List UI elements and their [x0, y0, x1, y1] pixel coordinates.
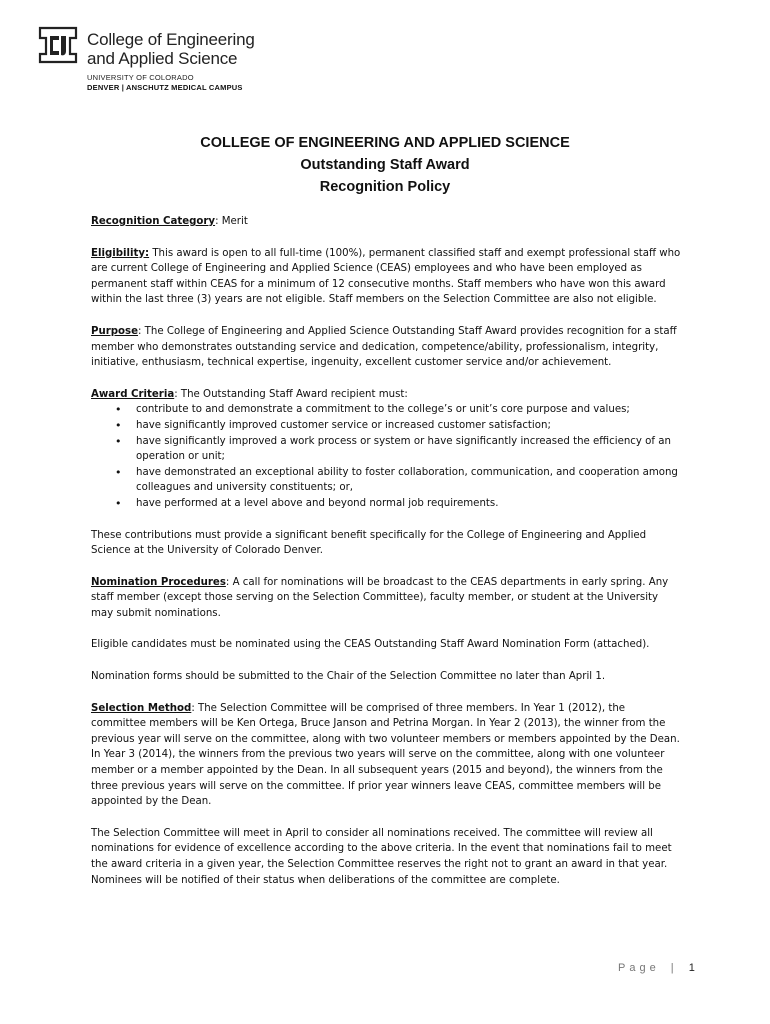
nomination-form-paragraph: Eligible candidates must be nominated using the CEAS Outstanding Staff Award Nomination Form (attached).: [91, 639, 650, 651]
contributions-paragraph: These contributions must provide a significant benefit specifically for the College of Engineering and Applied Science at the University of Colorado Denver.: [91, 529, 647, 557]
title-line-1: COLLEGE OF ENGINEERING AND APPLIED SCIENCE: [200, 135, 570, 151]
criteria-item: • contribute to and demonstrate a commitment to the college’s or unit’s core purpose and values;: [91, 402, 681, 418]
document-title: [0, 132, 770, 198]
criteria-item: • have performed at a level above and beyond normal job requirements.: [91, 496, 681, 512]
title-line-2: Outstanding Staff Award: [300, 157, 470, 173]
nomination-text: : A call for nominations will be broadcast to the CEAS departments in early spring. Any staff member (except those serving on the Selection Committee), faculty member, or student at the University may submit nominations.: [91, 576, 669, 619]
criteria-item: • have significantly improved a work process or system or have significantly increased the efficiency of an operation or unit;: [91, 434, 681, 465]
selection-meeting-paragraph: The Selection Committee will meet in April to consider all nominations received. The committee will review all nominations for evidence of excellence according to the above criteria. In the event that nominations fail to meet the award criteria in a given year, the Selection Committee reserves the right not to grant an award in that year. Nominees will be notified of their status when deliberations of the committee are complete.: [91, 827, 672, 886]
purpose-text: : The College of Engineering and Applied Science Outstanding Staff Award provides recognition for a staff member who demonstrates outstanding service and dedication, competence/ability, professionalism, integrity, initiative, enthusiasm, technical expertise, ingenuity, excellent customer service and/or achievement.: [91, 325, 677, 369]
page-footer: [618, 962, 695, 974]
campus-name: DENVER | ANSCHUTZ MEDICAL CAMPUS: [87, 83, 243, 92]
purpose-label: Purpose: [91, 325, 139, 337]
eligibility-text: This award is open to all full-time (100%), permanent classified staff and exempt professional staff who are current College of Engineering and Applied Science (CEAS) employees and who have been employed as permanent staff within CEAS for a minimum of 12 consecutive months. Staff members who have won this award within the last three (3) years are not eligible. Staff members on the Selection Committee are also not eligible.: [91, 247, 681, 306]
nomination-label: Nomination Procedures: [91, 576, 226, 588]
category-text: : Merit: [215, 216, 248, 227]
selection-text: : The Selection Committee will be comprised of three members. In Year 1 (2012), the committee members will be Ken Ortega, Bruce Janson and Petrina Morgan. In Year 2 (2013), the winner from the previous year will serve on the committee, along with two volunteer members or members appointed by the Dean. In Year 3 (2014), the winners from the previous two years will serve on the committee, along with one volunteer member or a member appointed by the Dean. In all subsequent years (2015 and beyond), the winners from the three previous years will serve on the committee. If prior year winners leave CEAS, committee members will be appointed by the Dean.: [91, 702, 680, 808]
criteria-text: : The Outstanding Staff Award recipient must:: [174, 388, 408, 400]
logo-title-line-1: College of Engineering: [87, 30, 255, 49]
recognition-category: [91, 214, 681, 230]
page-word: Page: [618, 962, 660, 974]
selection-label: Selection Method: [91, 702, 192, 714]
criteria-section: [91, 387, 681, 403]
criteria-item: • have significantly improved customer service or increased customer satisfaction;: [91, 418, 681, 434]
document-body: [91, 214, 681, 904]
purpose-section: [91, 324, 681, 371]
criteria-label: Award Criteria: [91, 388, 175, 400]
page-number: 1: [688, 962, 695, 974]
eligibility-label: Eligibility:: [91, 247, 150, 259]
title-line-3: Recognition Policy: [319, 179, 451, 195]
header: [37, 24, 357, 94]
criteria-list: [91, 402, 681, 511]
cu-logo-icon: [37, 24, 79, 66]
logo-title-line-2: and Applied Science: [87, 49, 238, 68]
nomination-section: [91, 575, 681, 622]
criteria-item: • have demonstrated an exceptional ability to foster collaboration, communication, and cooperation among colleagues and university constituents; or,: [91, 465, 681, 496]
nomination-deadline-paragraph: Nomination forms should be submitted to the Chair of the Selection Committee no later than April 1.: [91, 671, 606, 683]
category-label: Recognition Category: [91, 216, 216, 227]
eligibility-section: [91, 246, 681, 308]
page-separator: |: [670, 962, 678, 974]
selection-section: [91, 701, 681, 810]
logo-title: [87, 30, 255, 68]
university-name: UNIVERSITY OF COLORADO: [87, 73, 194, 82]
